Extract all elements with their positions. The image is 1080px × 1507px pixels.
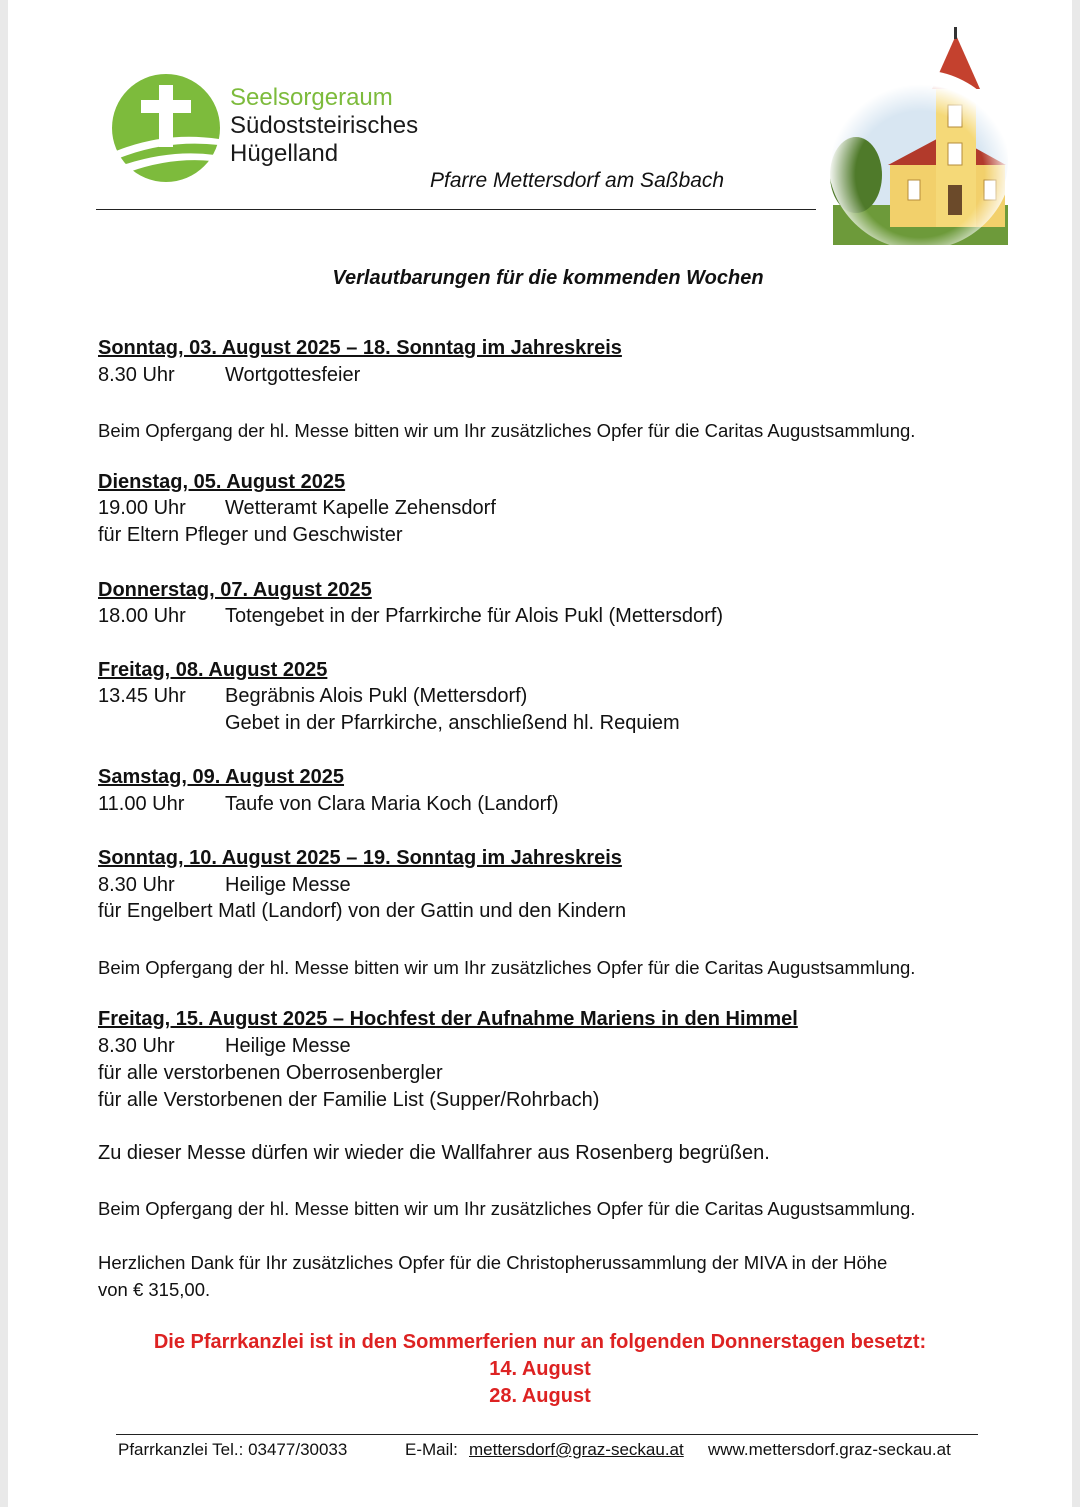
office-hours-notice: Die Pfarrkanzlei ist in den Sommerferien nur an folgenden Donnerstagen besetzt: bbox=[153, 1331, 927, 1353]
section-4-event-2: Gebet in der Pfarrkirche, anschließend hl. Requiem bbox=[225, 712, 680, 734]
section-6-note: Beim Opfergang der hl. Messe bitten wir um Ihr zusätzliches Opfer für die Caritas Augustsammlung. bbox=[98, 957, 916, 978]
thanks-line-1: Herzlichen Dank für Ihr zusätzliches Opfer für die Christopherussammlung der MIVA in der Höhe bbox=[98, 1252, 888, 1273]
section-1-time: 8.30 Uhr bbox=[98, 364, 175, 386]
thanks-line-2: von € 315,00. bbox=[98, 1279, 211, 1300]
section-7-welcome: Zu dieser Messe dürfen wir wieder die Wallfahrer aus Rosenberg begrüßen. bbox=[98, 1142, 770, 1164]
section-5-event: Taufe von Clara Maria Koch (Landorf) bbox=[225, 793, 559, 815]
section-2-heading: Dienstag, 05. August 2025 bbox=[98, 471, 346, 493]
office-date-1: 14. August bbox=[489, 1358, 591, 1380]
parish-name: Pfarre Mettersdorf am Saßbach bbox=[430, 169, 725, 192]
section-5-heading: Samstag, 09. August 2025 bbox=[98, 766, 345, 788]
header-divider bbox=[96, 209, 816, 210]
section-3-event: Totengebet in der Pfarrkirche für Alois Pukl (Mettersdorf) bbox=[225, 605, 723, 627]
section-2-detail: für Eltern Pfleger und Geschwister bbox=[98, 524, 403, 546]
section-3-heading: Donnerstag, 07. August 2025 bbox=[98, 579, 372, 601]
section-4-event: Begräbnis Alois Pukl (Mettersdorf) bbox=[225, 685, 528, 707]
section-7-detail-1: für alle verstorbenen Oberrosenbergler bbox=[98, 1062, 443, 1084]
section-7-event: Heilige Messe bbox=[225, 1035, 351, 1057]
section-7-detail-2: für alle Verstorbenen der Familie List (Supper/Rohrbach) bbox=[98, 1089, 600, 1111]
section-1-note: Beim Opfergang der hl. Messe bitten wir um Ihr zusätzliches Opfer für die Caritas Augustsammlung. bbox=[98, 420, 916, 441]
section-1-heading: Sonntag, 03. August 2025 – 18. Sonntag im Jahreskreis bbox=[98, 337, 622, 359]
footer-email-label: E-Mail: bbox=[405, 1440, 458, 1459]
logo-line-2: Südoststeirisches bbox=[230, 112, 419, 139]
document-page bbox=[8, 0, 1072, 1507]
parish-logo-icon bbox=[111, 73, 221, 183]
section-1-event: Wortgottesfeier bbox=[225, 364, 361, 386]
footer-divider bbox=[116, 1434, 978, 1435]
section-7-heading: Freitag, 15. August 2025 – Hochfest der Aufnahme Mariens in den Himmel bbox=[98, 1008, 798, 1030]
church-image bbox=[828, 25, 1013, 250]
section-5-time: 11.00 Uhr bbox=[98, 793, 185, 815]
section-6-time: 8.30 Uhr bbox=[98, 874, 175, 896]
section-7-note: Beim Opfergang der hl. Messe bitten wir um Ihr zusätzliches Opfer für die Caritas Augustsammlung. bbox=[98, 1198, 916, 1219]
footer-email-link[interactable]: mettersdorf@graz-seckau.at bbox=[469, 1440, 684, 1459]
section-6-heading: Sonntag, 10. August 2025 – 19. Sonntag im Jahreskreis bbox=[98, 847, 622, 869]
section-4-time: 13.45 Uhr bbox=[98, 685, 186, 707]
section-7-time: 8.30 Uhr bbox=[98, 1035, 175, 1057]
footer-phone: Pfarrkanzlei Tel.: 03477/30033 bbox=[118, 1440, 348, 1459]
office-date-2: 28. August bbox=[489, 1385, 591, 1407]
section-6-event: Heilige Messe bbox=[225, 874, 351, 896]
section-4-heading: Freitag, 08. August 2025 bbox=[98, 659, 328, 681]
section-6-detail: für Engelbert Matl (Landorf) von der Gattin und den Kindern bbox=[98, 900, 627, 922]
logo-line-1: Seelsorgeraum bbox=[230, 84, 393, 111]
section-2-event: Wetteramt Kapelle Zehensdorf bbox=[225, 497, 496, 519]
page-title: Verlautbarungen für die kommenden Wochen bbox=[332, 267, 764, 289]
logo-line-3: Hügelland bbox=[230, 140, 339, 167]
section-3-time: 18.00 Uhr bbox=[98, 605, 186, 627]
footer-website[interactable]: www.mettersdorf.graz-seckau.at bbox=[708, 1440, 951, 1459]
section-2-time: 19.00 Uhr bbox=[98, 497, 186, 519]
